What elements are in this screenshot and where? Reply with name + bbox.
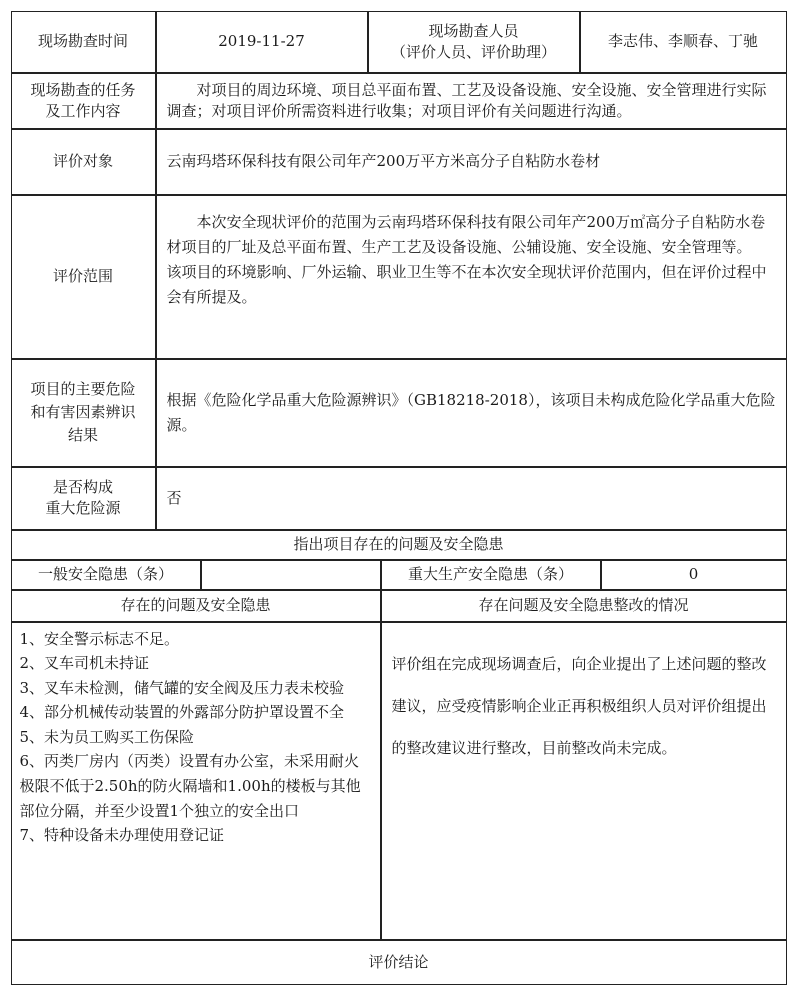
survey-staff-label-line1: 现场勘查人员 <box>428 21 519 40</box>
scope-paragraph-2: 该项目的环境影响、厂外运输、职业卫生等不在本次安全现状评价范围内，但在评价过程中会有所提及。 <box>166 262 767 306</box>
survey-time-label <box>11 11 156 73</box>
hazard-label <box>11 359 156 467</box>
hazard-value-text: 根据《危险化学品重大危险源辨识》（GB18218-2018），该项目未构成危险化学品重大危险源。 <box>166 390 776 434</box>
list-item: 2、叉车司机未持证 <box>19 654 150 673</box>
survey-time-value-text: 2019-11-27 <box>218 32 305 50</box>
list-item: 5、未为员工购买工伤保险 <box>19 727 195 746</box>
scope-label-text: 评价范围 <box>52 267 113 285</box>
scope-label <box>11 195 156 359</box>
object-label-text: 评价对象 <box>52 152 113 170</box>
survey-staff-label-line2: （评价人员、评价助理） <box>390 42 556 61</box>
object-value-text: 云南玛塔环保科技有限公司年产200万平方米高分子自粘防水卷材 <box>166 152 601 170</box>
general-hazard-value <box>201 560 381 590</box>
major-production-hazard-value <box>601 560 787 590</box>
survey-time-label-text: 现场勘查时间 <box>37 32 128 50</box>
hazard-label-line2: 和有害因素辨识 <box>30 403 136 421</box>
major-label-line2: 重大危险源 <box>45 499 121 517</box>
scope-paragraph-1: 本次安全现状评价的范围为云南玛塔环保科技有限公司年产200万㎡高分子自粘防水卷材项目的厂址及总平面布置、生产工艺及设备设施、公辅设施、安全设施、安全管理等。 <box>166 212 766 256</box>
list-item: 7、特种设备未办理使用登记证 <box>19 826 225 845</box>
rectify-header-text: 存在问题及安全隐患整改的情况 <box>478 596 689 614</box>
task-value <box>156 73 787 129</box>
survey-time-value <box>156 11 368 73</box>
major-hazard-source-value <box>156 467 787 530</box>
conclusion-header-text: 评价结论 <box>368 952 429 971</box>
task-label <box>11 73 156 129</box>
task-value-text: 对项目的周边环境、项目总平面布置、工艺及设备设施、安全设施、安全管理进行实际调查；对项目评价所需资料进行收集；对项目评价有关问题进行沟通。 <box>166 80 767 120</box>
survey-staff-value <box>580 11 787 73</box>
problems-list <box>11 622 381 940</box>
problems-header-text: 存在的问题及安全隐患 <box>120 596 271 614</box>
rectify-value-text: 评价组在完成现场调查后，向企业提出了上述问题的整改建议，应受疫情影响企业正再积极组织人员对评价组提出的整改建议进行整改，目前整改尚未完成。 <box>391 654 767 757</box>
major-production-hazard-value-text: 0 <box>688 565 699 583</box>
rectify-header <box>381 590 787 622</box>
object-label <box>11 129 156 195</box>
task-label-line2: 及工作内容 <box>45 101 121 120</box>
general-hazard-label <box>11 560 201 590</box>
problems-header <box>11 590 381 622</box>
object-value <box>156 129 787 195</box>
hazard-label-line1: 项目的主要危险 <box>30 380 136 398</box>
list-item: 3、叉车未检测，储气罐的安全阀及压力表未校验 <box>19 678 345 697</box>
general-hazard-label-text: 一般安全隐患（条） <box>37 565 173 583</box>
major-hazard-source-label <box>11 467 156 530</box>
major-label-line1: 是否构成 <box>52 478 113 496</box>
major-value-text: 否 <box>166 488 182 507</box>
hazard-value <box>156 359 787 467</box>
scope-value <box>156 195 787 359</box>
list-item: 4、部分机械传动装置的外露部分防护罩设置不全 <box>19 703 345 722</box>
task-label-line1: 现场勘查的任务 <box>30 80 136 99</box>
hazard-label-line3: 结果 <box>67 426 98 444</box>
survey-staff-label <box>368 11 580 73</box>
issues-header-text: 指出项目存在的问题及安全隐患 <box>293 535 504 553</box>
major-production-hazard-label <box>381 560 601 590</box>
list-item: 6、丙类厂房内（丙类）设置有办公室，未采用耐火极限不低于2.50h的防火隔墙和1.00h的楼板与其他部位分隔，并至少设置1个独立的安全出口 <box>19 752 361 820</box>
survey-staff-value-text: 李志伟、李顺春、丁驰 <box>607 32 758 50</box>
conclusion-header <box>11 940 787 985</box>
list-item: 1、安全警示标志不足。 <box>19 629 180 648</box>
major-production-hazard-label-text: 重大生产安全隐患（条） <box>407 565 573 583</box>
issues-header <box>11 530 787 560</box>
rectify-value <box>381 622 787 940</box>
